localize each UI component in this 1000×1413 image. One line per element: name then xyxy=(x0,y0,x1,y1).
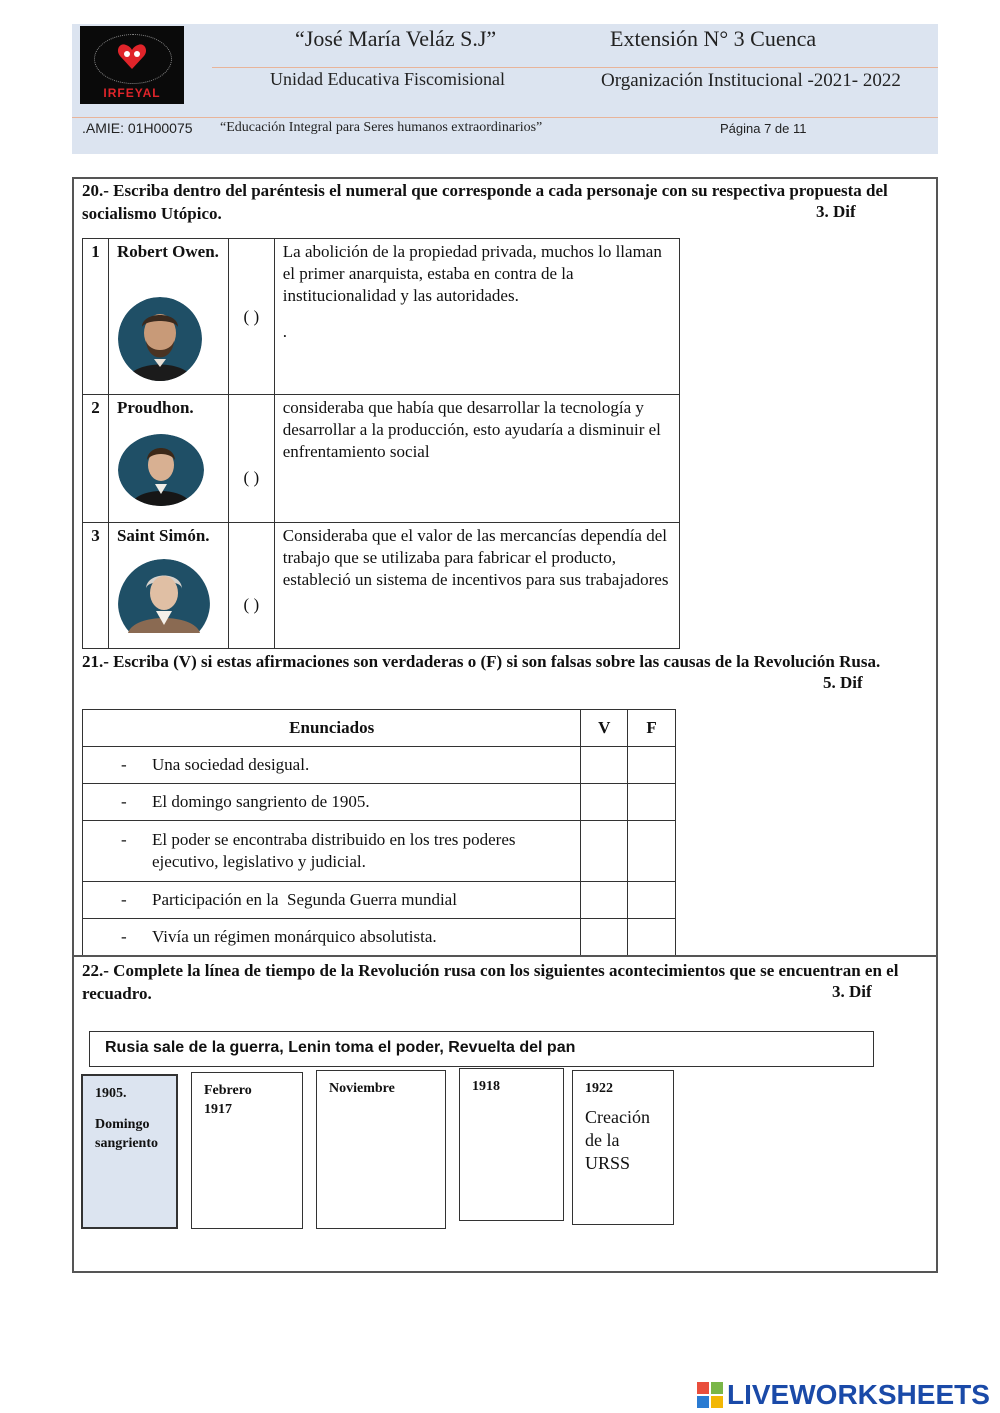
statement-cell xyxy=(83,821,581,882)
amie-code: .AMIE: 01H00075 xyxy=(82,120,193,136)
table-row xyxy=(83,747,676,784)
word-bank: Rusia sale de la guerra, Lenin toma el poder, Revuelta del pan xyxy=(89,1031,874,1067)
q20-difficulty: 3. Dif xyxy=(816,202,856,221)
answer-paren[interactable]: ( ) xyxy=(228,523,274,649)
true-answer-cell[interactable] xyxy=(581,882,628,919)
school-logo xyxy=(80,26,184,104)
timeline-date: 1905. xyxy=(95,1086,127,1101)
proposal-cell xyxy=(274,395,679,523)
timeline-box[interactable] xyxy=(572,1070,674,1225)
proposal-text: consideraba que había que desarrollar la tecnología y desarrollar a la producción, esto ayudaría a disminuir el enfrentamiento social xyxy=(282,398,661,461)
true-answer-cell[interactable] xyxy=(581,784,628,821)
q22-prompt: 22.- Complete la línea de tiempo de la Revolución rusa con los siguientes acontecimientos que se encuentran en el recuadro. xyxy=(82,961,899,1003)
extension-title: Extensión N° 3 Cuenca xyxy=(610,26,817,51)
false-answer-cell[interactable] xyxy=(628,747,676,784)
table-header-row xyxy=(83,710,676,747)
timeline-box[interactable] xyxy=(191,1072,303,1229)
timeline-date: Febrero 1917 xyxy=(204,1083,252,1117)
row-number: 3 xyxy=(83,523,109,649)
proposal-extra: . xyxy=(282,322,288,341)
proposal-cell xyxy=(274,239,679,395)
statement-text: Participación en la Segunda Guerra mundial xyxy=(152,890,457,909)
statement-text: Una sociedad desigual. xyxy=(152,755,310,774)
person-name: Robert Owen. xyxy=(116,242,219,261)
brand-text: LIVEWORKSHEETS xyxy=(727,1379,990,1410)
false-answer-cell[interactable] xyxy=(628,882,676,919)
q21-table xyxy=(82,709,676,956)
timeline-event: Domingo sangriento xyxy=(95,1117,158,1151)
header-divider-2 xyxy=(72,117,938,118)
heart-logo-icon xyxy=(117,42,147,70)
timeline-date: 1918 xyxy=(472,1079,500,1094)
timeline-date: Noviembre xyxy=(329,1081,395,1096)
liveworksheets-icon xyxy=(697,1382,723,1408)
statement-cell xyxy=(83,747,581,784)
true-answer-cell[interactable] xyxy=(581,747,628,784)
row-number: 1 xyxy=(83,239,109,395)
statement-text: El domingo sangriento de 1905. xyxy=(152,792,370,811)
proposal-text: La abolición de la propiedad privada, muchos lo llaman el primer anarquista, estaba en contra de la institucionalidad y las autoridades. xyxy=(282,242,662,305)
person-name: Saint Simón. xyxy=(116,526,210,545)
true-answer-cell[interactable] xyxy=(581,919,628,956)
school-name: “José María Veláz S.J” xyxy=(295,26,497,51)
statement-text: El poder se encontraba distribuido en los tres poderes ejecutivo, legislativo y judicial. xyxy=(152,830,516,871)
timeline-box[interactable] xyxy=(459,1068,564,1221)
bullet: - xyxy=(121,830,127,849)
answer-paren[interactable]: ( ) xyxy=(228,239,274,395)
q22-difficulty: 3. Dif xyxy=(832,982,872,1001)
row-number: 2 xyxy=(83,395,109,523)
timeline-date: 1922 xyxy=(585,1081,613,1096)
true-header: V xyxy=(581,710,628,747)
proposal-cell xyxy=(274,523,679,649)
statement-cell xyxy=(83,882,581,919)
bullet: - xyxy=(121,792,127,811)
liveworksheets-logo[interactable] xyxy=(697,1379,990,1411)
q21-difficulty: 5. Dif xyxy=(823,673,863,692)
logo-text: IRFEYAL xyxy=(103,86,161,100)
section-divider xyxy=(72,955,938,957)
bullet: - xyxy=(121,890,127,909)
motto: “Educación Integral para Seres humanos extraordinarios” xyxy=(220,120,543,135)
table-row xyxy=(83,821,676,882)
organization-title: Organización Institucional -2021- 2022 xyxy=(601,70,901,91)
table-row xyxy=(83,784,676,821)
q20-prompt: 20.- Escriba dentro del paréntesis el numeral que corresponde a cada personaje con su respectiva propuesta del socialismo Utópico. xyxy=(82,181,888,223)
false-header: F xyxy=(628,710,676,747)
false-answer-cell[interactable] xyxy=(628,784,676,821)
false-answer-cell[interactable] xyxy=(628,821,676,882)
answer-paren[interactable]: ( ) xyxy=(228,395,274,523)
table-row xyxy=(83,882,676,919)
unit-title: Unidad Educativa Fiscomisional xyxy=(270,69,505,89)
statement-header: Enunciados xyxy=(83,710,581,747)
timeline-box[interactable] xyxy=(316,1070,446,1229)
header-divider xyxy=(212,67,938,68)
statement-cell xyxy=(83,784,581,821)
bullet: - xyxy=(121,755,127,774)
page-number: Página 7 de 11 xyxy=(720,121,807,136)
statement-text: Vivía un régimen monárquico absolutista. xyxy=(152,927,437,946)
q21-prompt: 21.- Escriba (V) si estas afirmaciones son verdaderas o (F) si son falsas sobre las causas de la Revolución Rusa. xyxy=(82,652,881,671)
table-row xyxy=(83,919,676,956)
timeline-event: Creación de la URSS xyxy=(585,1107,650,1173)
statement-cell xyxy=(83,919,581,956)
bullet: - xyxy=(121,927,127,946)
proudhon-portrait xyxy=(118,434,204,506)
false-answer-cell[interactable] xyxy=(628,919,676,956)
proposal-text: Consideraba que el valor de las mercancías dependía del trabajo que se utilizaba para fabricar el producto, estableció un sistema de incentivos para sus trabajadores xyxy=(282,526,669,589)
robert-owen-portrait xyxy=(118,297,202,381)
true-answer-cell[interactable] xyxy=(581,821,628,882)
timeline-box[interactable] xyxy=(81,1074,178,1229)
person-name: Proudhon. xyxy=(116,398,194,417)
